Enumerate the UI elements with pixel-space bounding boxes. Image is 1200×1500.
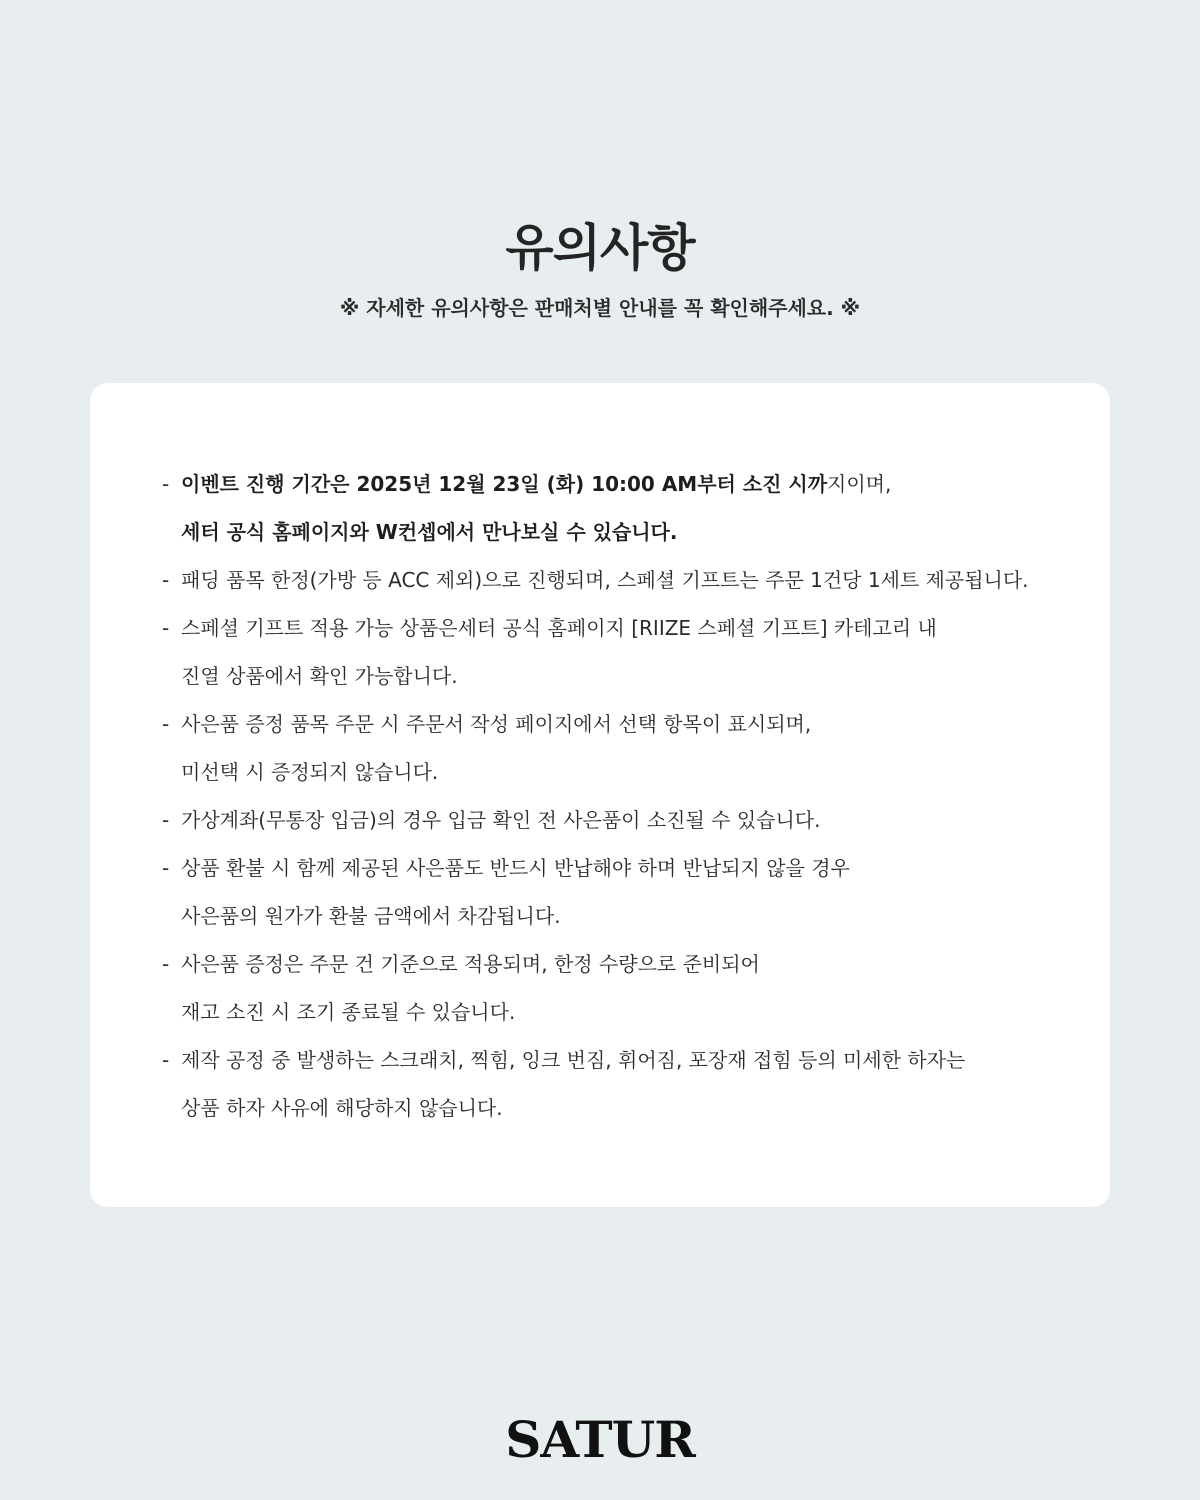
notice-text: 지이며,: [827, 472, 892, 496]
notice-item: [162, 700, 1062, 748]
dash-marker: -: [162, 952, 170, 976]
dash-marker: -: [162, 856, 170, 880]
notice-text: 재고 소진 시 조기 종료될 수 있습니다.: [181, 1000, 516, 1024]
notice-text: 사은품 증정은 주문 건 기준으로 적용되며, 한정 수량으로 준비되어: [181, 952, 760, 976]
dash-marker: -: [162, 472, 170, 496]
notice-text: 진열 상품에서 확인 가능합니다.: [181, 664, 458, 688]
notice-item: [162, 940, 1062, 988]
notice-text: 사은품 증정 품목 주문 시 주문서 작성 페이지에서 선택 항목이 표시되며,: [181, 712, 812, 736]
notice-text-bold: 세터 공식 홈페이지와 W컨셉에서 만나보실 수 있습니다.: [181, 520, 678, 544]
notice-item-continued: [162, 652, 1062, 700]
notice-list: [162, 460, 1062, 1132]
notice-text: 가상계좌(무통장 입금)의 경우 입금 확인 전 사은품이 소진될 수 있습니다.: [181, 808, 821, 832]
notice-item-continued: [162, 988, 1062, 1036]
dash-marker: -: [162, 808, 170, 832]
dash-marker: -: [162, 568, 170, 592]
page-title: 유의사항: [505, 219, 695, 277]
notice-text: 상품 환불 시 함께 제공된 사은품도 반드시 반납해야 하며 반납되지 않을 경우: [181, 856, 850, 880]
notice-text: 미선택 시 증정되지 않습니다.: [181, 760, 439, 784]
notice-item: [162, 844, 1062, 892]
notice-item-continued: [162, 748, 1062, 796]
brand-logo: SATUR: [505, 1410, 695, 1469]
notice-item: [162, 604, 1062, 652]
notice-text: 제작 공정 중 발생하는 스크래치, 찍힘, 잉크 번짐, 휘어짐, 포장재 접힘 등의 미세한 하자는: [181, 1048, 966, 1072]
notice-item: [162, 556, 1062, 604]
notice-text: 스페셜 기프트 적용 가능 상품은세터 공식 홈페이지 [RIIZE 스페셜 기프트] 카테고리 내: [181, 616, 937, 640]
notice-item-continued: [162, 508, 1062, 556]
notice-item-continued: [162, 892, 1062, 940]
notice-item-continued: [162, 1084, 1062, 1132]
notice-item: [162, 796, 1062, 844]
notice-text-bold: 이벤트 진행 기간은 2025년 12월 23일 (화) 10:00 AM부터 소진 시까: [181, 472, 828, 496]
page-subtitle: ※ 자세한 유의사항은 판매처별 안내를 꼭 확인해주세요. ※: [339, 296, 861, 320]
notice-text: 패딩 품목 한정(가방 등 ACC 제외)으로 진행되며, 스페셜 기프트는 주문 1건당 1세트 제공됩니다.: [181, 568, 1029, 592]
notice-item: [162, 1036, 1062, 1084]
notice-text: 상품 하자 사유에 해당하지 않습니다.: [181, 1096, 503, 1120]
dash-marker: -: [162, 1048, 170, 1072]
dash-marker: -: [162, 616, 170, 640]
notice-item: [162, 460, 1062, 508]
notice-text: 사은품의 원가가 환불 금액에서 차감됩니다.: [181, 904, 561, 928]
dash-marker: -: [162, 712, 170, 736]
